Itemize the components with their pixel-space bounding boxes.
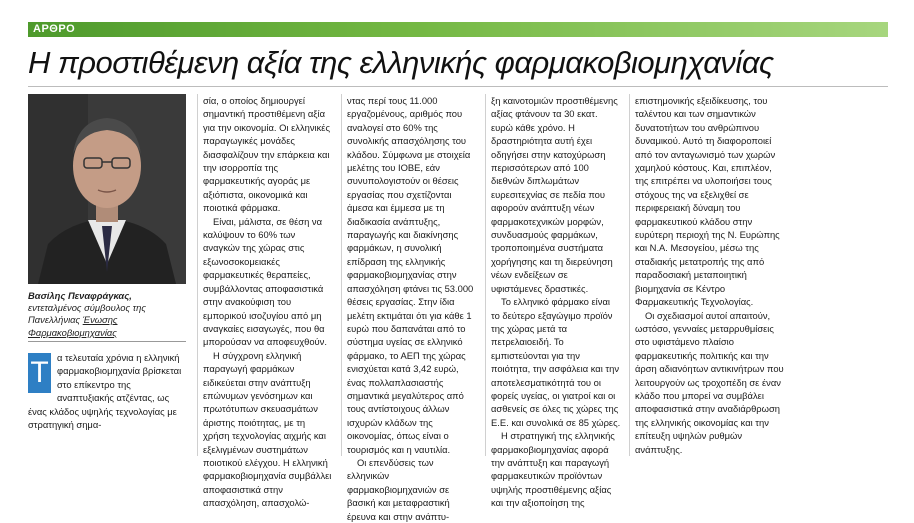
paragraph: Οι σχεδιασμοί αυτοί απαιτούν, ωστόσο, γενναίες μεταρρυθμίσεις στο υφιστάμενο πλαίσιο φαρμακευτικής πολιτικής και την άρση αδιανόητων αντικινήτρων που λειτουργούν ως τροχοπέδη σε έναν κλάδο που μπορεί να συμβάλει αποφασιστικά στην αναδιάρθρωση της ελληνικής οικονομίας και την επίτευξη υψηλών ρυθμών ανάπτυξης. <box>635 309 784 455</box>
paragraph: Είναι, μάλιστα, σε θέση να καλύψουν το 60% των αναγκών της χώρας στις εξωνοσοκομειακές φαρμακευτικές θεραπείες, συμβάλλοντας αποφασιστικά στην ανακούφιση του εμπορικού ισοζυγίου από μη αναγκαίες εισαγωγές, που θα μπορούσαν να αποφευχθούν. <box>203 215 327 348</box>
section-label: ΑΡΘΡΟ <box>33 23 76 35</box>
photo-caption <box>28 290 186 339</box>
caption-organization: Ένωσης Φαρμακοβιομηχανίας <box>28 314 118 338</box>
drop-cap: Τ <box>28 353 51 393</box>
body-column-1 <box>203 94 333 510</box>
column-divider <box>629 94 630 456</box>
article-title: Η προστιθέμενη αξία της ελληνικής φαρμακοβιομηχανίας <box>28 45 774 80</box>
section-header-bar <box>28 22 888 37</box>
caption-author-role: εντεταλμένος σύμβουλος της Πανελλήνιας <box>28 302 146 326</box>
paragraph: επιστημονικής εξειδίκευσης, του ταλέντου και των σημαντικών δυνατοτήτων του ανθρώπινου δυναμικού. Αυτό τη διαφοροποιεί από τον ανταγωνισμό των χωρών χαμηλού κόστους. Και, επιπλέον, της επιτρέπει να υλοποιήσει τους στόχους της να εξελιχθεί σε περιφερειακή δύναμη του φαρμακευτικού κλάδου στην ευρύτερη περιοχή της Ν. Ευρώπης και Ν.Α. Μεσογείου, μέσω της σταδιακής μετατροπής της από παραδοσιακή μεταποιητική βιομηχανία σε Κέντρο Φαρμακευτικής Τεχνολογίας. <box>635 95 780 308</box>
paragraph: Η σύγχρονη ελληνική παραγωγή φαρμάκων ειδικεύεται στην ανάπτυξη επώνυμων γενόσημων και πρωτότυπων σκευασμάτων άριστης ποιότητας, με τη χρήση τεχνολογίας αιχμής και εξελιγμένων συστημάτων ποιοτικού ελέγχου. Η ελληνική φαρμακοβιομηχανία συμβάλλει αποφασιστικά στην απασχόληση, απασχολώ- <box>203 349 332 509</box>
column-divider <box>197 94 198 456</box>
caption-divider <box>28 341 186 342</box>
body-column-4 <box>635 94 785 456</box>
paragraph: σία, ο οποίος δημιουργεί σημαντική προστιθέμενη αξία για την οικονομία. Οι ελληνικές παραγωγικές μονάδες διασφαλίζουν την επάρκεια και την ισορροπία της φαρμακευτικής αγοράς με αξιόπιστα, οικονομικά και ποιοτικά φάρμακα. <box>203 95 331 214</box>
paragraph: Το ελληνικό φάρμακο είναι το δεύτερο εξαγώγιμο προϊόν της χώρας μετά τα πετρελαιοειδή. Το εμπιστεύονται για την ποιότητα, την ασφάλεια και την αποτελεσματικότητά του οι φορείς υγείας, οι γιατροί και οι ασθενείς σε όλες τις χώρες της Ε.Ε. και συνολικά σε 85 χώρες. <box>491 296 621 428</box>
paragraph: Οι επενδύσεις των ελληνικών φαρμακοβιομηχανιών σε βασική και μεταφραστική έρευνα και στην ανάπτυ- <box>347 456 450 522</box>
intro-paragraph <box>28 351 186 431</box>
title-divider <box>28 86 888 87</box>
author-portrait-photo <box>28 94 186 284</box>
paragraph: ξη καινοτομιών προστιθέμενης αξίας φτάνουν τα 30 εκατ. ευρώ κάθε χρόνο. Η δραστηριότητα αυτή έχει οδηγήσει στην κατοχύρωση περισσότερων από 100 διεθνών διπλωμάτων ευρεσιτεχνίας σε πεδία που αφορούν ανάπτυξη νέων φαρμακοτεχνικών μορφών, συνδυασμούς φαρμάκων, τροποποιημένα συστήματα χορήγησης και τη διερεύνηση νέων ενδείξεων σε υφιστάμενες δραστικές. <box>491 95 618 294</box>
caption-author-name: Βασίλης Πεναφράγκας, <box>28 290 132 301</box>
column-divider <box>341 94 342 456</box>
paragraph: ντας περί τους 11.000 εργαζομένους, αριθμός που αναλογεί στο 60% της συνολικής απασχόλησης του κλάδου. Σύμφωνα με στοιχεία μελέτης του ΙΟΒΕ, εάν συνυπολογιστούν οι θέσεις εργασίας που σχετίζονται άμεσα και έμμεσα με τη διαδικασία ανάπτυξης, παραγωγής και διακίνησης φαρμάκων, η συνολική επίδραση της ελληνικής φαρμακοβιομηχανίας στην απασχόληση φτάνει τις 53.000 θέσεις εργασίας. Στην ίδια μελέτη εκτιμάται ότι για κάθε 1 ευρώ που δαπανάται από το σύστημα υγείας σε ελληνικό φάρμακο, το ΑΕΠ της χώρας ενισχύεται κατά 3,42 ευρώ, ένας πολλαπλασιαστής σημαντικά μεγαλύτερος από τους αντίστοιχους άλλων ισχυρών κλάδων της οικονομίας, όπως είναι ο τουρισμός και η ναυτιλία. <box>347 95 474 455</box>
intro-text: α τελευταία χρόνια η ελληνική φαρμακοβιομηχανία βρίσκεται στο επίκεντρο της αναπτυξιακής ατζέντας, ως ένας κλάδος υψηλής τεχνολογίας με στρατηγική σημα- <box>28 352 182 431</box>
paragraph: Η στρατηγική της ελληνικής φαρμακοβιομηχανίας αφορά την ανάπτυξη και παραγωγή φαρμακευτικών προϊόντων υψηλής προστιθέμενης αξίας και την αξιοποίηση της <box>491 430 615 509</box>
column-divider <box>485 94 486 456</box>
body-column-3 <box>491 94 621 510</box>
portrait-graphic <box>28 94 186 284</box>
